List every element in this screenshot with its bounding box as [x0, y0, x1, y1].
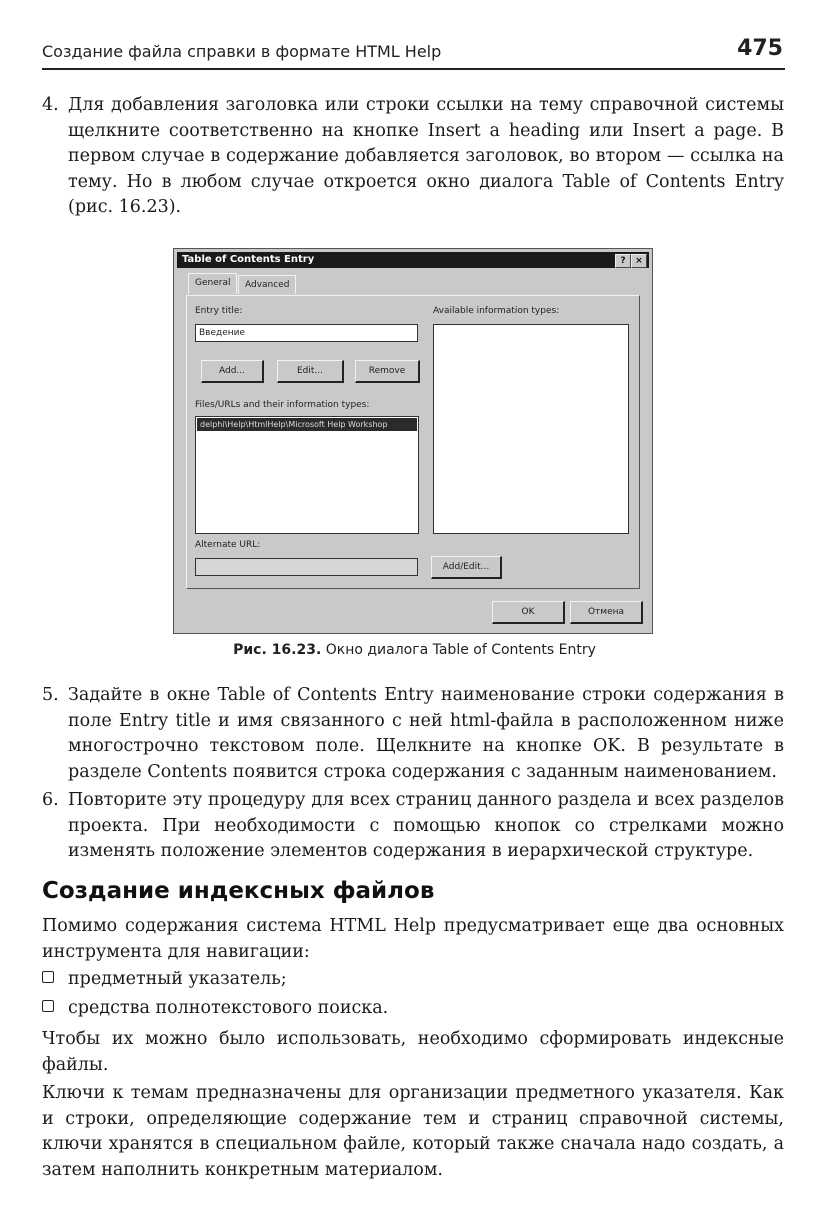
dialog-title: Table of Contents Entry	[182, 254, 315, 265]
list-item-4	[42, 93, 784, 221]
edit-button[interactable]: Edit...	[277, 360, 344, 383]
help-icon[interactable]: ?	[615, 254, 631, 268]
checkbox-bullet-icon	[42, 1000, 54, 1012]
tab-panel	[186, 295, 640, 589]
dialog-titlebar	[177, 252, 649, 268]
page-number: 475	[737, 36, 783, 61]
files-urls-label: Files/URLs and their information types:	[195, 400, 370, 410]
figure-caption-label: Рис. 16.23.	[233, 642, 322, 658]
list-item-number: 5.	[42, 685, 59, 705]
bullet-item	[42, 967, 784, 993]
files-list-item[interactable]: delphi\Help\HtmlHelp\Microsoft Help Workshop	[197, 418, 417, 431]
figure-caption	[0, 642, 829, 658]
page-header	[42, 38, 785, 70]
remove-button[interactable]: Remove	[355, 360, 420, 383]
section-intro: Помимо содержания система HTML Help предусматривает еще два основных инструмента для навигации:	[42, 916, 784, 962]
list-item-text: Задайте в окне Table of Contents Entry наименование строки содержания в поле Entry title и имя связанного с ней html-файла в расположенном ниже многострочно текстовом поле. Щелкните на кнопке OK. В результате в разделе Contents появится строка содержания с заданным наименованием.	[68, 685, 784, 782]
add-edit-button[interactable]: Add/Edit...	[431, 556, 502, 579]
bullet-text: предметный указатель;	[68, 969, 287, 989]
entry-title-label: Entry title:	[195, 306, 243, 316]
add-button[interactable]: Add...	[201, 360, 264, 383]
alternate-url-input[interactable]	[195, 558, 418, 576]
section-heading: Создание индексных файлов	[42, 878, 435, 904]
info-types-label: Available information types:	[433, 306, 560, 316]
files-urls-list[interactable]	[195, 416, 419, 534]
bullet-item	[42, 996, 784, 1022]
header-title: Создание файла справки в формате HTML Help	[42, 42, 442, 61]
list-item-number: 4.	[42, 95, 59, 115]
list-item-text: Для добавления заголовка или строки ссылки на тему справочной системы щелкните соответственно на кнопке Insert a heading или Insert a page. В первом случае в содержание добавляется заголовок, во втором — ссылка на тему. Но в любом случае откроется окно диалога Table of Contents Entry (рис. 16.23).	[68, 95, 784, 217]
list-item-text: Повторите эту процедуру для всех страниц данного раздела и всех разделов проекта. При необходимости с помощью кнопок со стрелками можно изменять положение элементов содержания в иерархической структуре.	[68, 790, 784, 861]
figure-caption-text: Окно диалога Table of Contents Entry	[325, 642, 596, 658]
tab-advanced[interactable]: Advanced	[238, 275, 296, 294]
paragraph: Ключи к темам предназначены для организации предметного указателя. Как и строки, определяющие содержание тем и страниц справочной системы, ключи хранятся в специальном файле, который также сначала надо создать, а затем наполнить конкретным материалом.	[42, 1083, 784, 1180]
bullet-text: средства полнотекстового поиска.	[68, 998, 389, 1018]
cancel-button[interactable]: Отмена	[570, 601, 643, 624]
toc-entry-dialog	[173, 248, 653, 634]
ok-button[interactable]: OK	[492, 601, 565, 624]
list-item-number: 6.	[42, 790, 59, 810]
checkbox-bullet-icon	[42, 971, 54, 983]
list-item-5	[42, 683, 784, 785]
paragraph: Чтобы их можно было использовать, необходимо сформировать индексные файлы.	[42, 1029, 784, 1075]
info-types-list[interactable]	[433, 324, 629, 534]
list-item-6	[42, 788, 784, 865]
tab-general[interactable]: General	[188, 273, 237, 294]
entry-title-input[interactable]: Введение	[195, 324, 418, 342]
close-icon[interactable]: ×	[631, 254, 647, 268]
alternate-url-label: Alternate URL:	[195, 540, 261, 550]
